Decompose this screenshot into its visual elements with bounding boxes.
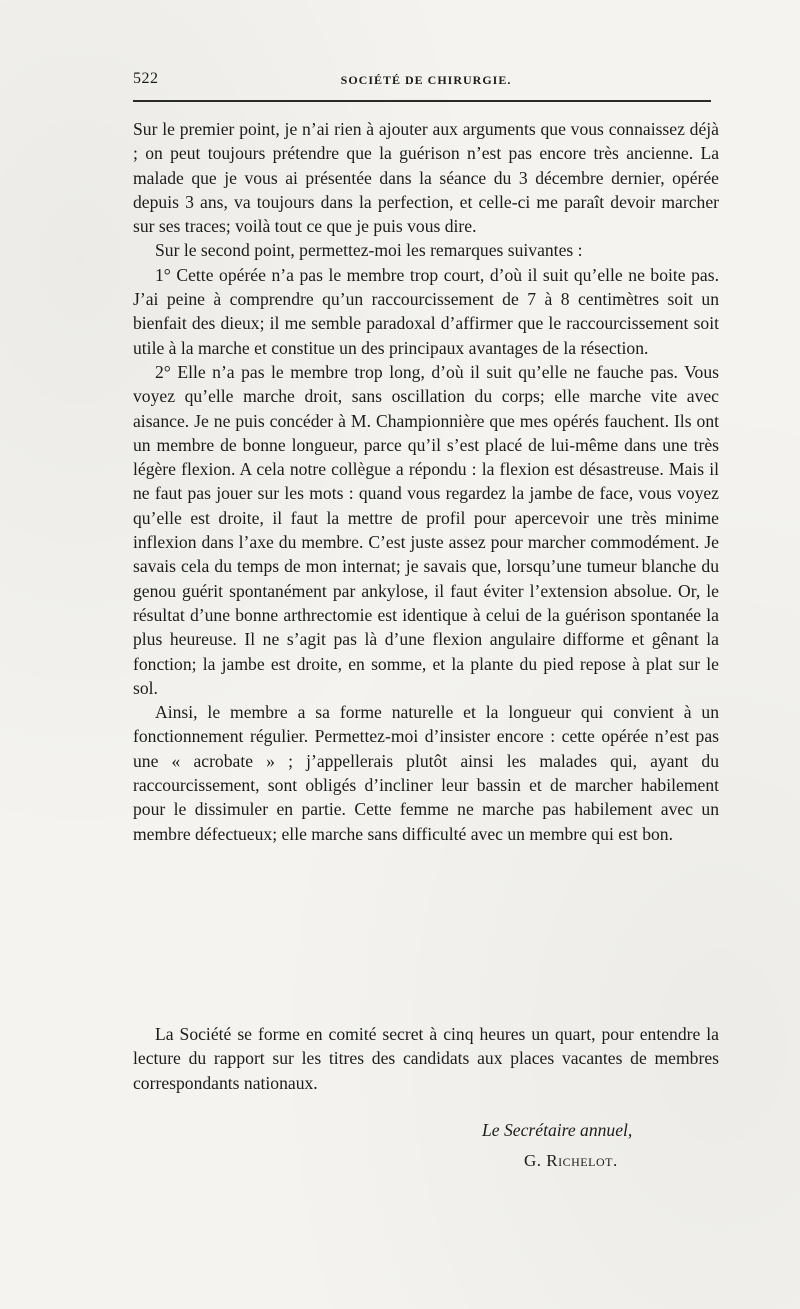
paragraph-5: Ainsi, le membre a sa forme naturelle et la longueur qui convient à un fonctionnement régulier. Permettez-moi d’insister encore : cette opérée n’est pas une « acrobate » ; j’appellerais plutôt ainsi les malades qui, ayant du raccourcissement, sont obligés d’incliner leur bassin et de marcher habilement pour le dissimuler en partie. Cette femme ne marche pas habilement avec un membre défectueux; elle marche sans difficulté avec un membre qui est bon. (133, 702, 719, 844)
running-title: SOCIÉTÉ DE CHIRURGIE. (340, 73, 512, 87)
paragraph-4: 2° Elle n’a pas le membre trop long, d’où il suit qu’elle ne fauche pas. Vous voyez qu’elle marche droit, sans oscillation du corps; elle marche vite avec aisance. Je ne puis concéder à M. Championnière que mes opérés fauchent. Ils ont un membre de bonne longueur, parce qu’il s’est placé de lui-même dans une très légère flexion. A cela notre collègue a répondu : la flexion est désastreuse. Mais il ne faut pas jouer sur les mots : quand vous regardez la jambe de face, vous voyez qu’elle est droite, il faut la mettre de profil pour apercevoir une très minime inflexion dans l’axe du membre. C’est juste assez pour marcher commodément. Je savais cela du temps de mon internat; je savais que, lorsqu’une tumeur blanche du genou guérit spontanément par ankylose, il faut éviter l’extension absolue. Or, le résultat d’une bonne arthrectomie est identique à celui de la guérison spontanée la plus heureuse. Il ne s’agit pas là d’une flexion angulaire difforme et gênant la fonction; la jambe est droite, en somme, et la plante du pied repose à plat sur le sol. (133, 361, 719, 698)
paragraph-3: 1° Cette opérée n’a pas le membre trop court, d’où il suit qu’elle ne boite pas. J’ai peine à comprendre qu’un raccourcissement de 7 à 8 centimètres soit un bienfait des dieux; il me semble paradoxal d’affirmer que le raccourcissement soit utile à la marche et constitue un des principaux avantages de la résection. (133, 264, 719, 358)
signature-initial: G. (524, 1151, 542, 1170)
paragraph-1: Sur le premier point, je n’ai rien à ajouter aux arguments que vous connaissez déjà ; on peut toujours prétendre que la guérison n’est pas encore très ancienne. La malade que je vous ai présentée dans la séance du 3 décembre dernier, opérée depuis 3 ans, va toujours dans la perfection, et celle-ci me paraît devoir marcher sur ses traces; voilà tout ce que je puis vous dire. (133, 119, 719, 237)
page-number: 522 (133, 70, 159, 87)
header-rule (133, 100, 711, 102)
body-text (133, 117, 719, 846)
signature-surname: Richelot. (546, 1151, 618, 1170)
signature-name (524, 1151, 618, 1171)
page-header (133, 70, 719, 92)
signature-title: Le Secrétaire annuel, (482, 1120, 633, 1140)
closing-paragraph-block (133, 1022, 719, 1095)
paragraph-2: Sur le second point, permettez-moi les remarques suivantes : (155, 240, 583, 261)
closing-paragraph: La Société se forme en comité secret à cinq heures un quart, pour entendre la lecture du rapport sur les titres des candidats aux places vacantes de membres correspondants nationaux. (133, 1024, 719, 1093)
